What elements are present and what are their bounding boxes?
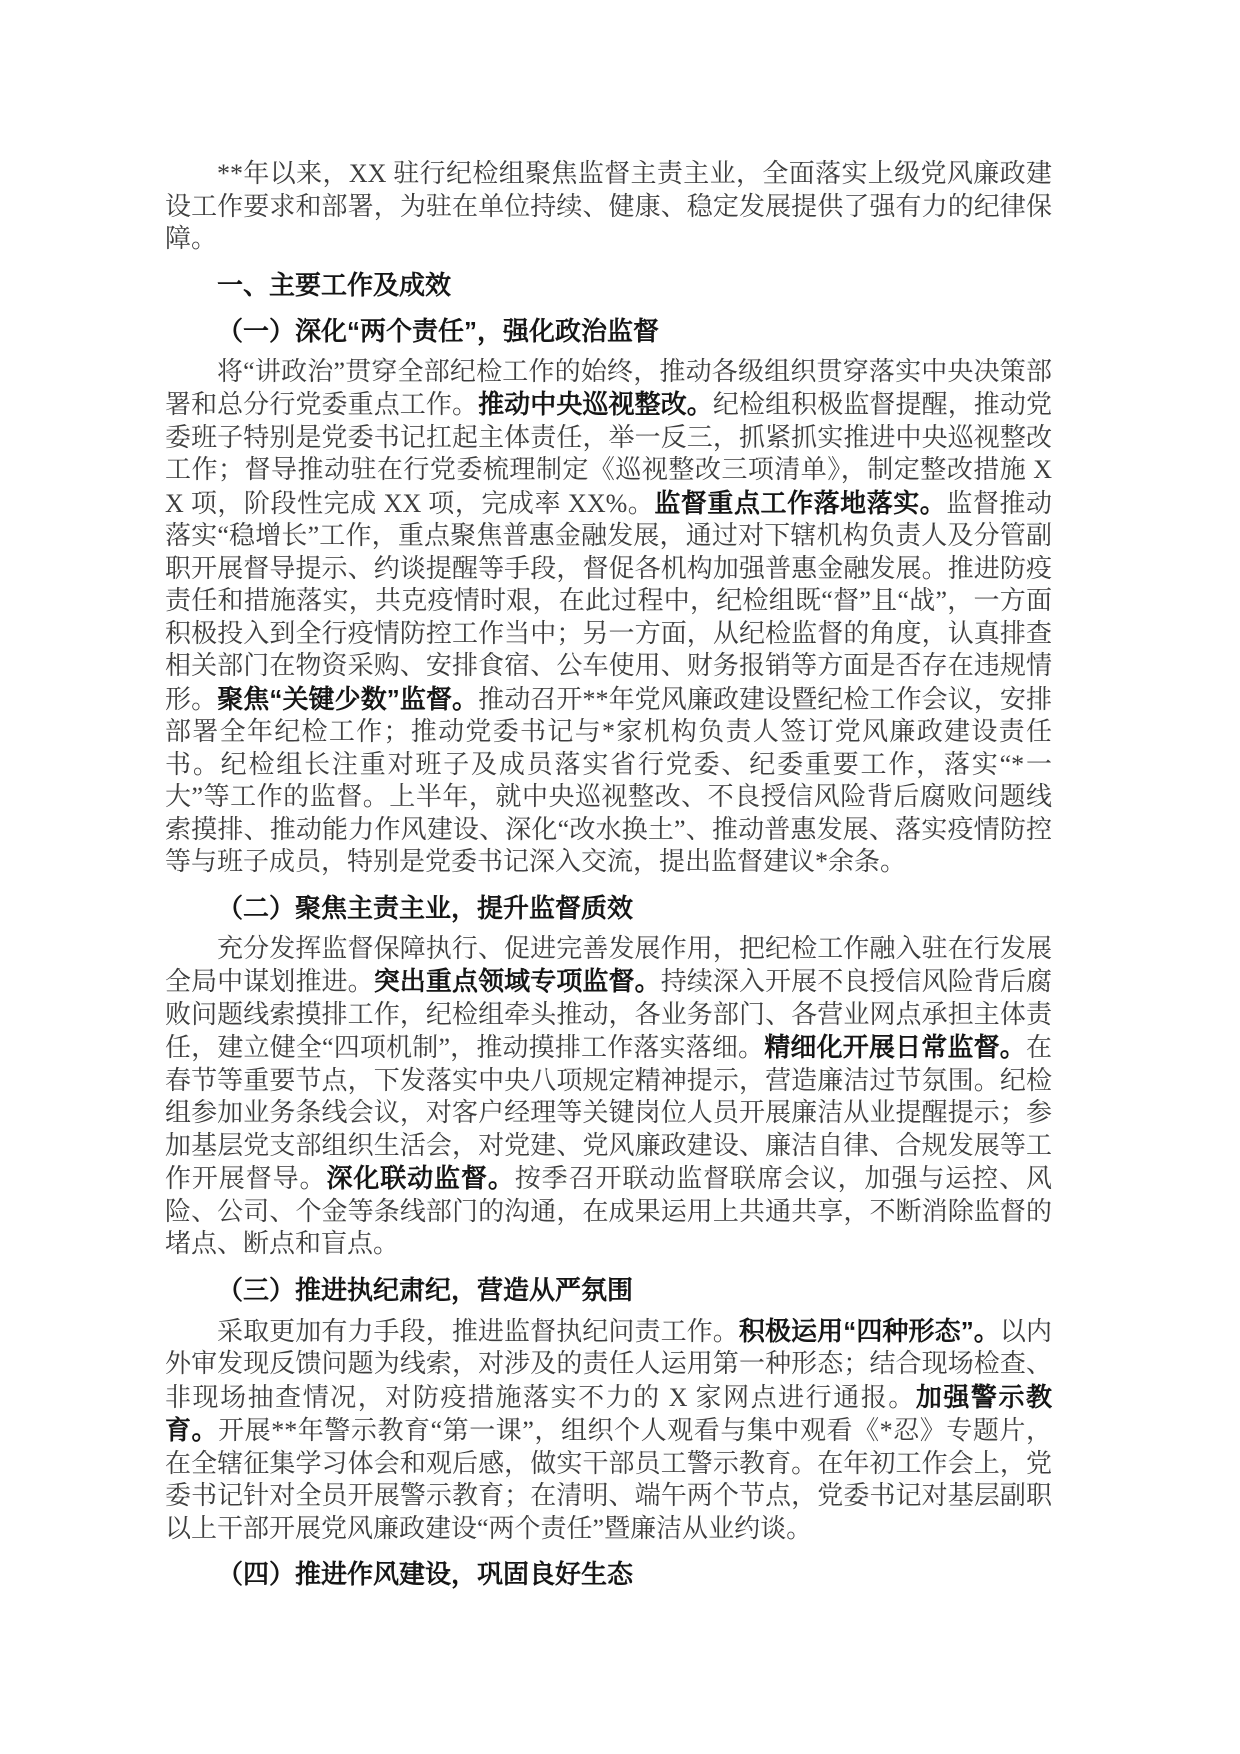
text-run: 充分发挥监督保障执行、促进完善发展作用，把纪检工作融入驻在行发展全局中谋划推进。 (165, 933, 1052, 996)
section-2-paragraph (165, 933, 1052, 1261)
section-4-heading: （四）推进作风建设，巩固良好生态 (217, 1559, 634, 1589)
text-run: **年以来，XX 驻行纪检组聚焦监督主责主业，全面落实上级党风廉政建设工作要求和部署，为驻在单位持续、健康、稳定发展提供了强有力的纪律保障。 (165, 159, 1052, 253)
text-run: 推动召开**年党风廉政建设暨纪检工作会议，安排部署全年纪检工作；推动党委书记与*家机构负责人签订党风廉政建设责任书。纪检组长注重对班子及成员落实省行党委、纪委重要工作，落实“*一大”等工作的监督。上半年，就中央巡视整改、不良授信风险背后腐败问题线索摸排、推动能力作风建设、深化“改水换土”、推动普惠发展、落实疫情防控等与班子成员，特别是党委书记深入交流，提出监督建议*余条。 (165, 684, 1052, 876)
text-run: 纪检组积极监督提醒，推动党委班子特别是党委书记扛起主体责任，举一反三，抓紧抓实推进中央巡视整改工作；督导推动驻在行党委梳理制定《巡视整改三项清单》，制定整改措施 XX 项，阶段性完成 XX 项，完成率 XX%。 (165, 390, 1052, 518)
text-run: 以内外审发现反馈问题为线索，对涉及的责任人运用第一种形态；结合现场检查、非现场抽查情况，对防疫措施落实不力的 X 家网点进行通报。 (165, 1316, 1052, 1412)
section-1-paragraph (165, 356, 1052, 879)
section-3-heading: （三）推进执纪肃纪，营造从严氛围 (217, 1274, 634, 1305)
bold-text-run: 精细化开展日常监督。 (764, 1032, 1026, 1062)
main-heading: 一、主要工作及成效 (217, 269, 452, 300)
text-run: 开展**年警示教育“第一课”，组织个人观看与集中观看《*忍》专题片，在全辖征集学习体会和观后感，做实干部员工警示教育。在年初工作会上，党委书记针对全员开展警示教育；在清明、端午两个节点，党委书记对基层副职以上干部开展党风廉政建设“两个责任”暨廉洁从业约谈。 (165, 1416, 1052, 1543)
section-1-heading: （一）深化“两个责任”，强化政治监督 (217, 315, 660, 346)
bold-text-run: 聚焦“关键少数”监督。 (217, 683, 479, 714)
bold-text-run: 突出重点领域专项监督。 (373, 966, 661, 996)
text-run: 在春节等重要节点，下发落实中央八项规定精神提示，营造廉洁过节氛围。纪检组参加业务条线会议，对客户经理等关键岗位人员开展廉洁从业提醒提示；参加基层党支部组织生活会，对党建、党风廉政建设、廉洁自律、合规发展等工作开展督导。 (165, 1033, 1052, 1193)
bold-text-run: 监督重点工作落地落实。 (654, 487, 947, 518)
text-run: 持续深入开展不良授信风险背后腐败问题线索摸排工作，纪检组牵头推动，各业务部门、各营业网点承担主体责任，建立健全“四项机制”，推动摸排工作落实落细。 (165, 967, 1052, 1062)
bold-text-run: 加强警示教育。 (165, 1381, 1052, 1445)
section-3-paragraph (165, 1315, 1052, 1546)
bold-text-run: 积极运用“四种形态”。 (738, 1315, 1000, 1346)
intro-paragraph (165, 158, 1052, 256)
bold-text-run: 推动中央巡视整改。 (478, 389, 713, 419)
text-run: 监督推动落实“稳增长”工作，重点聚焦普惠金融发展，通过对下辖机构负责人及分管副职开展督导提示、约谈提醒等手段，督促各机构加强普惠金融发展。推进防疫责任和措施落实，共克疫情时艰，在此过程中，纪检组既“督”且“战”，一方面积极投入到全行疫情防控工作当中；另一方面，从纪检监督的角度，认真排查相关部门在物资采购、安排食宿、公车使用、财务报销等方面是否存在违规情形。 (165, 488, 1052, 714)
section-2-heading: （二）聚焦主责主业，提升监督质效 (217, 892, 634, 923)
text-run: 采取更加有力手段，推进监督执纪问责工作。 (217, 1316, 739, 1346)
bold-text-run: 深化联动监督。 (326, 1163, 515, 1193)
text-run: 按季召开联动监督联席会议，加强与运控、风险、公司、个金等条线部门的沟通，在成果运用上共通共享，不断消除监督的堵点、断点和盲点。 (165, 1164, 1052, 1258)
text-run: 将“讲政治”贯穿全部纪检工作的始终，推动各级组织贯穿落实中央决策部署和总分行党委重点工作。 (165, 356, 1052, 419)
